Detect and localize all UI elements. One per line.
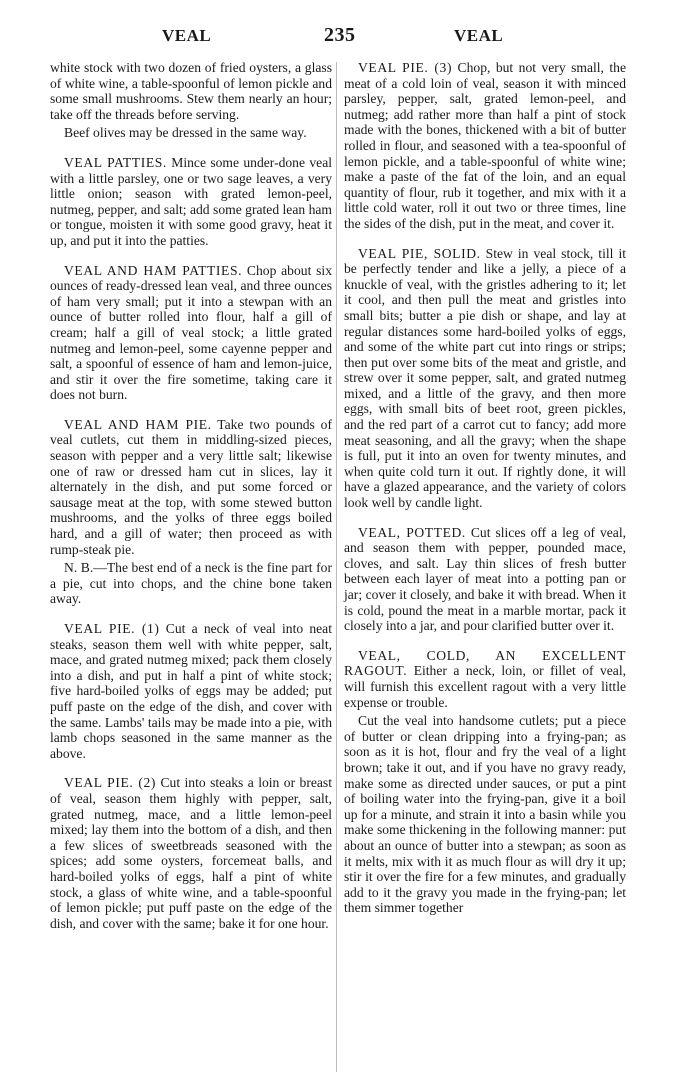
recipe-veal-pie-1 <box>50 621 332 761</box>
recipe-title: VEAL AND HAM PIE. <box>64 416 212 432</box>
recipe-body: Take two pounds of veal cutlets, cut them in middling-sized pieces, season with pepper and a very little salt; likewise one of raw or dressed ham cut in slices, lay it alternately in the dish, and put some forced or sausage meat at the top, with some stewed button mushrooms, and the yolks of three eggs boiled hard, and a gill of water; then proceed as with rump-steak pie. <box>50 416 333 557</box>
recipe-veal-cold-ragout <box>344 648 626 916</box>
recipe-veal-pie-solid <box>344 246 626 511</box>
right-column <box>344 60 626 930</box>
beef-olives-note: Beef olives may be dressed in the same way. <box>64 125 307 141</box>
recipe-body: Chop, but not very small, the meat of a cold loin of veal, season it with minced parsley, pepper, salt, grated lemon-peel, and nutmeg; add rather more than half a pint of stock made with the bones, thickened with a bit of butter rolled in flour, and seasoned with a tea-spoonful of lemon pickle, and a table-spoonful of white wine; make a paste of the fat of the loin, and an equal quantity of flour, rub it together, and mix with it a little cold water, roll it out two or three times, line the sides of the dish, put in the meat, and cover it. <box>344 60 626 231</box>
recipe-body: Cut into steaks a loin or breast of veal, season them highly with pepper, salt, grated nutmeg, mace, and a little lemon-peel mixed; lay them into the bottom of a dish, and then a few slices of sweetbreads seasoned with the spices; add some oysters, forcemeat balls, and hard-boiled yolks of eggs, half a pint of white stock, a glass of white wine, and a table-spoonful of lemon pickle; put puff paste on the edge of the dish, and cover with the same; bake it for one hour. <box>50 775 332 931</box>
recipe-title: VEAL, COLD, AN EXCELLENT RAGOUT. <box>344 647 626 679</box>
page-number: 235 <box>324 24 356 46</box>
recipe-veal-potted <box>344 525 626 634</box>
running-head <box>44 26 656 50</box>
recipe-body: Cut a neck of veal into neat steaks, season them well with white pepper, salt, mace, and grated nutmeg mixed; pack them closely into a dish, and put in half a pint of white stock; five hard-boiled yolks of eggs may be added; put puff paste on the edge of the dish, and cover with the same. Lambs' tails may be made into a pie, with lamb chops seasoned in the same manner as the above. <box>50 621 332 761</box>
recipe-body: Either a neck, loin, or fillet of veal, will furnish this excellent ragout with a very little expense or trouble. <box>344 663 626 710</box>
recipe-veal-pie-2 <box>50 775 332 931</box>
recipe-title: VEAL AND HAM PATTIES. <box>64 262 243 278</box>
recipe-method: Cut the veal into handsome cutlets; put a piece of butter or clean dripping into a frying-pan; as soon as it is hot, flour and fry the veal of a light brown; take it out, and if you have no gravy ready, make some as directed under sauces, or put a pint of boiling water into the frying-pan, give it a boil up for a minute, and strain it into a basin while you make some thickening in the following manner: put about an ounce of butter into a stewpan; as soon as it melts, mix with it as much flour as will dry it up; stir it over the fire for a few minutes, and gradually add to it the gravy you made in the frying-pan; let them simmer together <box>344 713 626 916</box>
recipe-body: Cut slices off a leg of veal, and season them with pepper, pounded mace, cloves, and salt. Lay thin slices of fresh butter between each layer of meat into a potting pan or jar; cover it closely, and bake it with bread. When it is cold, pound the meat in a marble mortar, pack it closely into a jar, and pour clarified butter over it. <box>344 524 627 634</box>
running-head-left: VEAL <box>162 26 212 45</box>
recipe-body: Stew in veal stock, till it be perfectly tender and like a jelly, a piece of a knuckle of veal, with the gristles adhering to it; let it cool, and then pull the meat and gristles into small bits; butter a pie dish or shape, and lay at regular distances some hard-boiled yolks of eggs, and some of the white part cut into rings or strips; then put over some bits of the meat and gristle, and strew over it some pepper, salt, and grated nutmeg mixed, and a little of the gravy, and then more eggs, with small bits of beet root, green pickles, and the red part of a carrot cut to fancy; add more meat seasoning, and all the gravy; when the shape is full, put it into an oven for twenty minutes, and when quite cold turn it out. If rightly done, it will have a glazed appearance, and the variety of colors look well by candle light. <box>344 245 626 511</box>
left-column <box>50 60 332 945</box>
recipe-title: VEAL PIE. (2) <box>64 775 157 791</box>
running-head-right: VEAL <box>454 26 504 45</box>
recipe-continuation <box>50 60 332 141</box>
recipe-veal-pie-3 <box>344 60 626 232</box>
recipe-title: VEAL PIE. (1) <box>64 621 160 636</box>
recipe-veal-and-ham-pie <box>50 417 332 607</box>
continuation-text: white stock with two dozen of fried oysters, a glass of white wine, a table-spoonful of lemon pickle and some small mushrooms. Stew them nearly an hour; take off the threads before serving. <box>50 60 332 122</box>
recipe-body: Mince some under-done veal with a little parsley, one or two sage leaves, a very little onion; season with grated lemon-peel, nutmeg, pepper, and salt; add some grated lean ham or tongue, moisten it with some good gravy, heat it up, and put it into the patties. <box>50 154 333 248</box>
recipe-veal-and-ham-patties <box>50 263 332 403</box>
recipe-title: VEAL PATTIES. <box>64 154 167 170</box>
recipe-title: VEAL, POTTED. <box>358 524 466 540</box>
recipe-body: Chop about six ounces of ready-dressed lean veal, and three ounces of ham very small; put it into a stewpan with an ounce of butter rolled into flour, half a gill of cream; half a gill of veal stock; a little grated nutmeg and lemon-peel, some cayenne pepper and salt, a spoonful of essence of ham and lemon-juice, and stir it over the fire sometime, taking care it does not burn. <box>50 262 332 403</box>
recipe-title: VEAL PIE. (3) <box>358 60 453 75</box>
recipe-title: VEAL PIE, SOLID. <box>358 245 481 261</box>
column-divider <box>336 62 337 1072</box>
recipe-note: N. B.—The best end of a neck is the fine part for a pie, cut into chops, and the chine bone taken away. <box>50 560 332 607</box>
recipe-veal-patties <box>50 155 332 249</box>
